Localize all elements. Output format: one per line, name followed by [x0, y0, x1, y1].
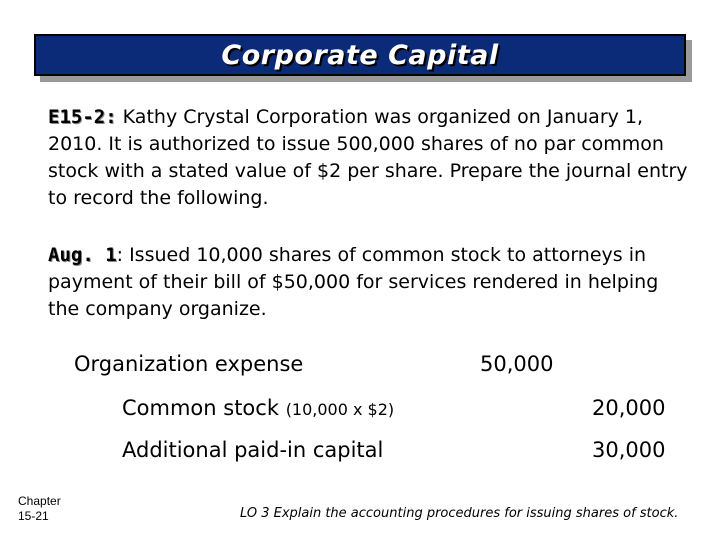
transaction-paragraph	[48, 242, 688, 323]
credit1-amount: 20,000	[592, 396, 666, 420]
slide-title: Corporate Capital	[221, 39, 499, 71]
credit1-account: Common stock	[122, 396, 279, 420]
chapter-label: Chapter	[18, 494, 61, 508]
problem-paragraph	[48, 104, 688, 212]
title-bar	[34, 34, 686, 76]
debit-amount: 50,000	[480, 352, 554, 376]
credit2-account: Additional paid-in capital	[122, 438, 384, 462]
transaction-text: : Issued 10,000 shares of common stock to attorneys in payment of their bill of $50,000 for services rendered in helping the company organize.	[48, 244, 659, 320]
problem-text: Kathy Crystal Corporation was organized on January 1, 2010. It is authorized to issue 500,000 shares of no par common stock with a stated value of $2 per share. Prepare the journal entry to record the following.	[48, 106, 688, 209]
chapter-footer	[18, 494, 61, 524]
transaction-date: Aug. 1	[48, 244, 117, 266]
learning-objective: LO 3 Explain the accounting procedures for issuing shares of stock.	[240, 506, 679, 521]
credit1-account-row	[122, 396, 394, 420]
problem-reference: E15-2:	[48, 106, 117, 128]
page-number: 15-21	[18, 509, 49, 523]
debit-account: Organization expense	[74, 352, 304, 376]
credit2-amount: 30,000	[592, 438, 666, 462]
credit1-note: (10,000 x $2)	[285, 400, 395, 419]
